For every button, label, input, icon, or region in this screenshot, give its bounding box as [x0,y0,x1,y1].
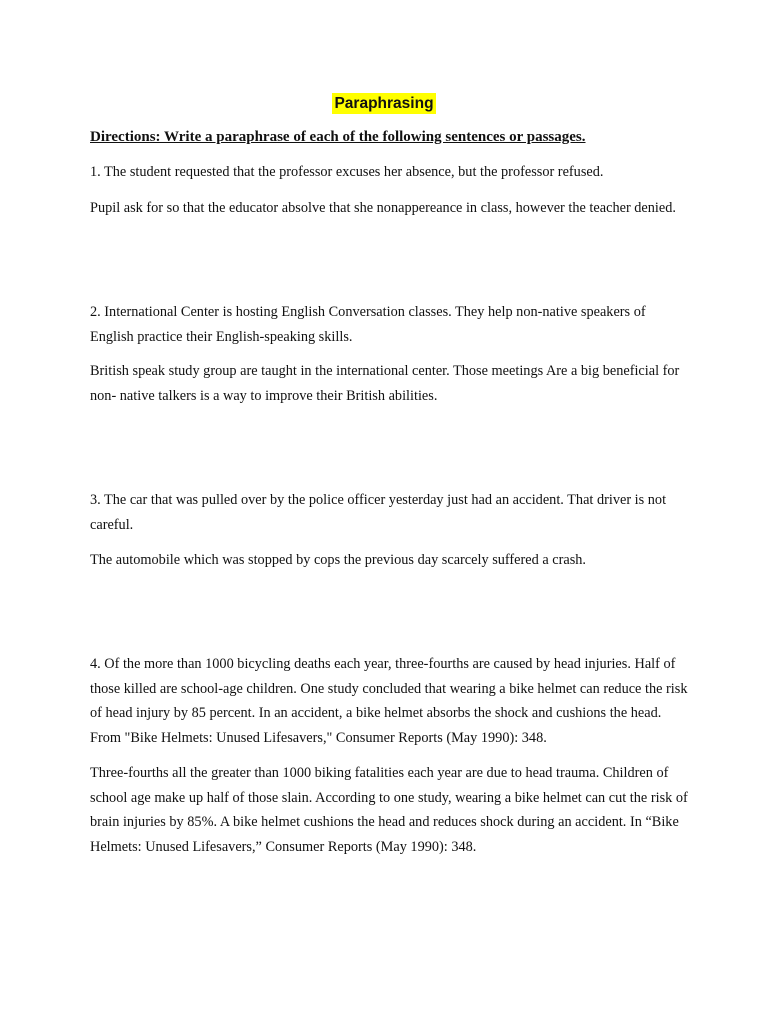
item-1-paraphrase: Pupil ask for so that the educator absolve that she nonappereance in class, however the teacher denied. [90,200,676,216]
item-2-original: 2. International Center is hosting English Conversation classes. They help non-native speakers of English practice their English-speaking skills. [90,304,646,345]
item-2-paraphrase: British speak study group are taught in the international center. Those meetings Are a big beneficial for non- native talkers is a way to improve their British abilities. [90,363,680,404]
item-1-original: 1. The student requested that the professor excuses her absence, but the professor refused. [90,164,604,180]
item-4-paraphrase: Three-fourths all the greater than 1000 biking fatalities each year are due to head trauma. Children of school age make up half of those slain. According to one study, wearing a bike helmet can cut the risk of brain injuries by 85%. A bike helmet cushions the head and reduces shock during an accident. In “Bike Helmets: Unused Lifesavers,” Consumer Reports (May 1990): 348. [90,765,688,855]
item-4-original: 4. Of the more than 1000 bicycling deaths each year, three-fourths are caused by head injuries. Half of those killed are school-age children. One study concluded that wearing a bike helmet can reduce the risk of head injury by 85 percent. In an accident, a bike helmet absorbs the shock and cushions the head. From "Bike Helmets: Unused Lifesavers," Consumer Reports (May 1990): 348. [90,656,688,746]
directions-heading: Directions: Write a paraphrase of each of the following sentences or passages. [90,129,586,145]
item-3-paraphrase: The automobile which was stopped by cops the previous day scarcely suffered a crash. [90,552,586,568]
title-container [0,93,768,114]
document-title: Paraphrasing [334,95,434,112]
item-3-original: 3. The car that was pulled over by the police officer yesterday just had an accident. That driver is not careful. [90,492,667,533]
